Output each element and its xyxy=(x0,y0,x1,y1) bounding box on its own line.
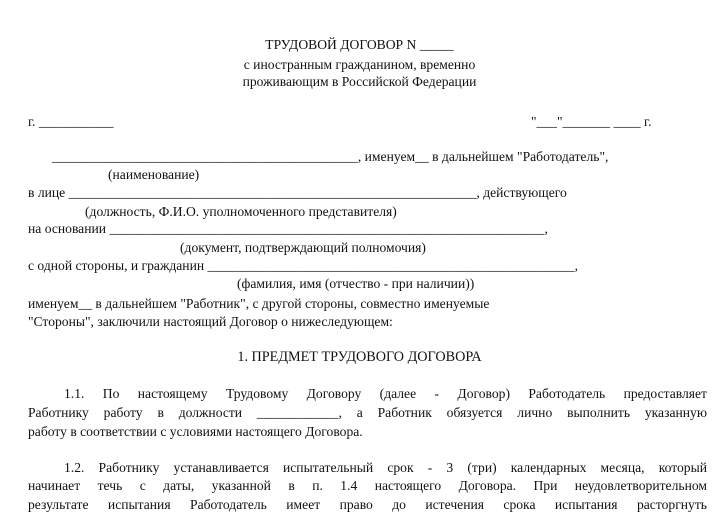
date-field: "___"_______ ____ г. xyxy=(531,114,652,129)
paragraph-1-2-line-3: результате испытания Работодатель имеет право до истечения срока испытания расторгнуть xyxy=(28,497,707,512)
basis-line: на основании ________________________________________________________________, xyxy=(28,221,548,236)
paragraph-1-1-line-2: Работнику работу в должности ____________, а Работник обязуется лично выполнить указанную xyxy=(28,405,707,420)
closing-line: "Стороны", заключили настоящий Договор о нижеследующем: xyxy=(28,314,393,329)
represented-caption: (должность, Ф.И.О. уполномоченного представителя) xyxy=(85,204,397,219)
paragraph-1-2-line-1: 1.2. Работнику устанавливается испытательный срок - 3 (три) календарных месяца, который xyxy=(64,460,707,475)
represented-by-line: в лице ____________________________________________________________, действующего xyxy=(28,185,567,200)
document-subtitle-line-2: проживающим в Российской Федерации xyxy=(242,74,477,89)
basis-caption: (документ, подтверждающий полномочия) xyxy=(180,240,426,255)
paragraph-1-1-line-1: 1.1. По настоящему Трудовому Договору (далее - Договор) Работодатель предоставляет xyxy=(64,386,707,401)
employer-caption: (наименование) xyxy=(108,167,200,182)
worker-line: именуем__ в дальнейшем "Работник", с другой стороны, совместно именуемые xyxy=(28,296,490,311)
document-subtitle-line-1: с иностранным гражданином, временно xyxy=(243,57,476,72)
employer-line: _____________________________________________, именуем__ в дальнейшем "Работодатель", xyxy=(52,149,609,164)
paragraph-1-1-line-3: работу в соответствии с условиями настоящего Договора. xyxy=(28,424,363,439)
citizen-caption: (фамилия, имя (отчество - при наличии)) xyxy=(237,276,475,291)
paragraph-1-2-line-2: начинает течь с даты, указанной в п. 1.4 настоящего Договора. При неудовлетворительном xyxy=(28,478,707,493)
section-1-heading: 1. ПРЕДМЕТ ТРУДОВОГО ДОГОВОРА xyxy=(237,349,482,365)
document-title: ТРУДОВОЙ ДОГОВОР N _____ xyxy=(265,37,454,52)
citizen-line: с одной стороны, и гражданин ______________________________________________________, xyxy=(28,258,578,273)
city-field: г. ___________ xyxy=(28,114,114,129)
